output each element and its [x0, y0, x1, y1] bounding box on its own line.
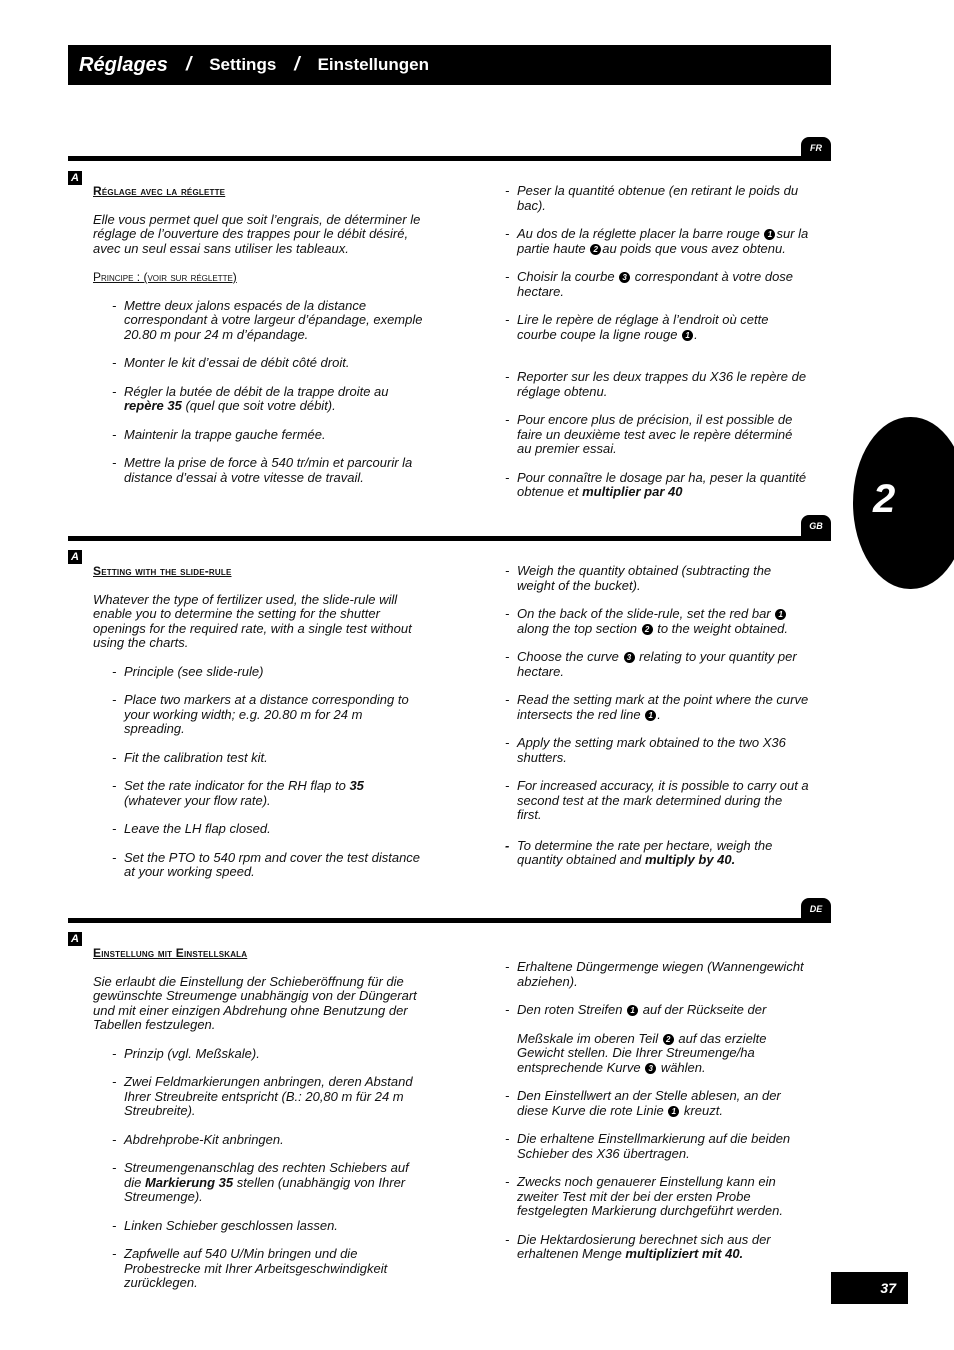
section-rule-fr	[68, 156, 831, 161]
section-rule-gb	[68, 536, 831, 541]
lang-tab-fr: FR	[801, 137, 831, 159]
callout-1-icon: 1	[645, 710, 656, 721]
fr-intro: Elle vous permet quel que soit l’engrais, de déterminer le réglage de l’ouverture des trappes pour le débit désiré, avec un seul essai sans utiliser les tableaux.	[93, 211, 421, 256]
list-item: - For increased accuracy, it is possible to carry out a second test at the mark determined during the first.	[505, 778, 809, 822]
list-item: - Reporter sur les deux trappes du X36 le repère de réglage obtenu.	[505, 369, 807, 399]
gb-intro: Whatever the type of fertilizer used, the slide-rule will enable you to determine the setting for the shutter openings for the required rate, with a single test without using the charts.	[93, 591, 412, 650]
list-item: - Mettre la prise de force à 540 tr/min et parcourir la distance d’essai à votre vitesse de travail.	[112, 455, 413, 485]
callout-2-icon: 2	[642, 624, 653, 635]
gb-heading: Setting with the slide-rule	[93, 564, 232, 578]
list-item: Meßskale im oberen Teil 2 auf das erzielte Gewicht stellen. Die Ihrer Streumenge/ha entsprechende Kurve 3 wählen.	[517, 1030, 767, 1075]
callout-1-icon: 1	[764, 229, 775, 240]
list-item: - Principle (see slide-rule)	[112, 663, 264, 679]
list-item: - Set the PTO to 540 rpm and cover the test distance at your working speed.	[112, 849, 421, 879]
list-item: - Pour connaître le dosage par ha, peser la quantité obtenue et multiplier par 40	[505, 469, 807, 499]
gb-left-column	[93, 564, 423, 880]
list-item: - Erhaltene Düngermenge wiegen (Wannengewicht abziehen).	[505, 959, 804, 989]
fr-left-column	[93, 184, 423, 485]
list-item: - Zwei Feldmarkierungen anbringen, deren Abstand Ihrer Streubreite entspricht (B.: 20,80 m für 24 m Streubreite).	[112, 1074, 413, 1118]
fr-heading: Réglage avec la réglette	[93, 184, 226, 198]
section-marker-fr: A	[68, 171, 82, 185]
list-item: - Read the setting mark at the point where the curve intersects the red line 1 .	[505, 692, 809, 722]
list-item: - Monter le kit d’essai de débit côté droit.	[112, 355, 350, 370]
title-separator: /	[185, 54, 192, 75]
list-item: - Den Einstellwert an der Stelle ablesen, an der diese Kurve die rote Linie 1 kreuzt.	[505, 1088, 781, 1118]
section-marker-gb: A	[68, 550, 82, 564]
chapter-number: 2	[873, 477, 896, 521]
list-item: - On the back of the slide-rule, set the red bar 1 along the top section 2 to the weight obtained.	[505, 606, 789, 636]
list-item: - Apply the setting mark obtained to the two X36 shutters.	[505, 735, 786, 765]
list-item: - Den roten Streifen 1 auf der Rückseite der	[505, 1002, 767, 1017]
list-item: - Abdrehprobe-Kit anbringen.	[112, 1131, 284, 1147]
de-intro: Sie erlaubt die Einstellung der Schieberöffnung für die gewünschte Streumenge unabhängig von der Düngerart und mit einer einzigen Abdrehung ohne Benutzung der Tabellen festzulegen.	[93, 973, 417, 1032]
lang-tab-gb: GB	[801, 515, 831, 537]
list-item: - Peser la quantité obtenue (en retirant le poids du bac).	[505, 183, 799, 213]
list-item: - Prinzip (vgl. Meßskale).	[112, 1045, 260, 1061]
list-item: - Zwecks noch genauerer Einstellung kann ein zweiter Test mit der bei der ersten Probe festgelegten Markierung durchgeführt werden.	[505, 1174, 783, 1218]
de-left-column	[93, 946, 423, 1291]
title-gb: Settings	[209, 55, 277, 74]
section-rule-de	[68, 918, 831, 923]
callout-3-icon: 3	[645, 1063, 656, 1074]
list-item: - Choisir la courbe 3 correspondant à votre dose hectare.	[505, 269, 794, 299]
list-item: - Maintenir la trappe gauche fermée.	[112, 426, 326, 442]
list-item: - Streumengenanschlag des rechten Schiebers auf die Markierung 35 stellen (unabhängig von Ihrer Streumenge).	[112, 1160, 409, 1204]
header-bar	[68, 45, 831, 85]
list-item: - Linken Schieber geschlossen lassen.	[112, 1217, 338, 1233]
list-item: - Choose the curve 3 relating to your quantity per hectare.	[505, 649, 797, 679]
fr-right-column	[505, 184, 810, 500]
gb-right-column	[505, 564, 810, 868]
list-item: - Weigh the quantity obtained (subtracting the weight of the bucket).	[505, 563, 772, 593]
list-item: - Fit the calibration test kit.	[112, 749, 268, 765]
callout-1-icon: 1	[627, 1005, 638, 1016]
title-de: Einstellungen	[317, 55, 430, 74]
list-item: - Set the rate indicator for the RH flap to 35 (whatever your flow rate).	[112, 778, 364, 808]
list-item: - Mettre deux jalons espacés de la distance correspondant à votre largeur d’épandage, exemple 20.80 m pour 24 m d’épandage.	[112, 297, 423, 342]
list-item: - Pour encore plus de précision, il est possible de faire un deuxième test avec le repère déterminé au premier essai.	[505, 412, 793, 456]
callout-1-icon: 1	[668, 1106, 679, 1117]
chapter-tab	[853, 417, 954, 589]
list-item: - Au dos de la réglette placer la barre rouge 1 sur la partie haute 2 au poids que vous avez obtenu.	[505, 226, 809, 256]
list-item: - Die Hektardosierung berechnet sich aus der erhaltenen Menge multipliziert mit 40.	[505, 1231, 771, 1261]
fr-principle: Principe : (voir sur réglette)	[93, 270, 237, 284]
list-item: - Die erhaltene Einstellmarkierung auf die beiden Schieber des X36 übertragen.	[505, 1131, 791, 1161]
list-item: - Zapfwelle auf 540 U/Min bringen und die Probestrecke mit Ihrer Arbeitsgeschwindigkeit zurücklegen.	[112, 1246, 388, 1290]
page-number: 37	[831, 1272, 908, 1304]
de-right-column	[505, 960, 810, 1262]
list-item: - Leave the LH flap closed.	[112, 821, 271, 836]
title-fr: Réglages	[79, 53, 168, 76]
callout-3-icon: 3	[624, 652, 635, 663]
callout-2-icon: 2	[663, 1034, 674, 1045]
callout-1-icon: 1	[682, 330, 693, 341]
de-heading: Einstellung mit Einstellskala	[93, 946, 248, 960]
list-item: - Place two markers at a distance corresponding to your working width; e.g. 20.80 m for 24 m spreading.	[112, 692, 409, 736]
list-item: - Régler la butée de débit de la trappe droite au repère 35 (quel que soit votre débit).	[112, 383, 389, 413]
callout-1-icon: 1	[775, 609, 786, 620]
lang-tab-de: DE	[801, 898, 831, 920]
list-item: - Lire le repère de réglage à l’endroit où cette courbe coupe la ligne rouge 1 .	[505, 312, 769, 342]
callout-3-icon: 3	[619, 272, 630, 283]
section-marker-de: A	[68, 932, 82, 946]
callout-2-icon: 2	[590, 244, 601, 255]
title-separator: /	[294, 54, 300, 75]
list-item: - To determine the rate per hectare, weigh the quantity obtained and multiply by 40.	[505, 837, 773, 867]
